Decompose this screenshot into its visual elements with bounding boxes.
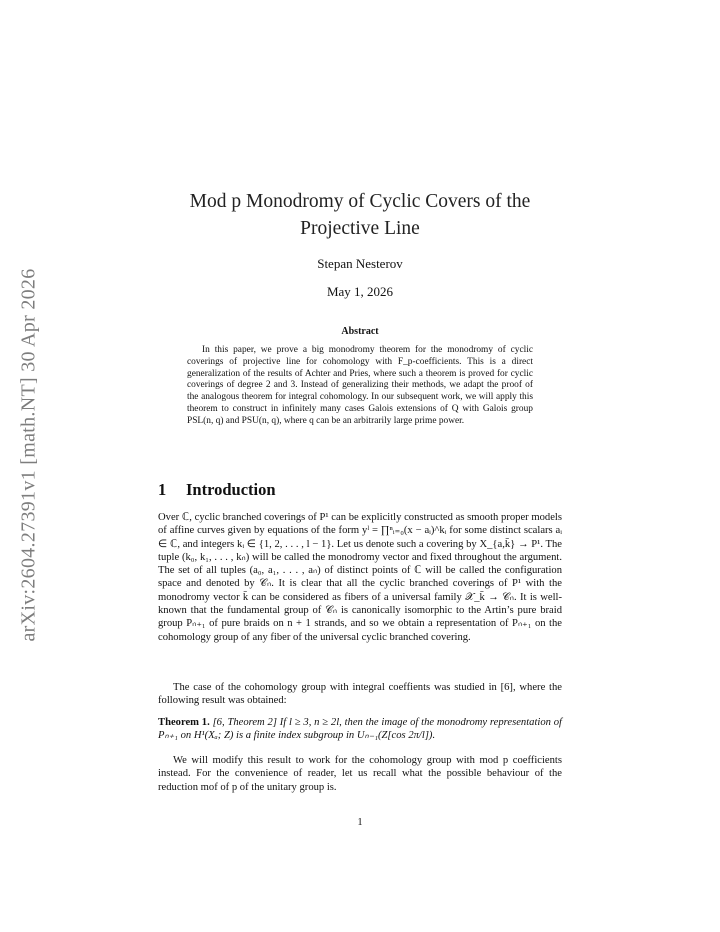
page-number: 1 — [357, 817, 363, 828]
paper-date: May 1, 2026 — [326, 284, 394, 299]
intro-paragraph-2: The case of the cohomology group with integral coeffients was studied in [6], where the following result was obtained: — [158, 682, 562, 707]
abstract-body: In this paper, we prove a big monodromy theorem for the monodromy of cyclic coverings of projective line for cohomology with F_p-coefficients. This is a direct generalization of the results of Achter and Pries, where such a theorem is proved for cyclic coverings of degree 2 and 3. Instead of generalizing their methods, we adapt the proof of the analogous theorem for integral cohomology. In our subsequent work, we will apply this theorem to construct in infinitely many cases Galois extensions of Q with Galois group PSL(n, q) and PSU(n, q), where q can be an arbitrarily large prime power. — [187, 345, 533, 426]
abstract-heading: Abstract — [341, 326, 379, 337]
arxiv-identifier-stamp — [14, 245, 44, 665]
arxiv-identifier-text: arXiv:2604.27391v1 [math.NT] 30 Apr 2026 — [17, 268, 40, 642]
paper-title: Mod p Monodromy of Cyclic Covers of the Projective Line — [189, 191, 531, 239]
section-number: 1 — [158, 480, 167, 499]
section-heading — [158, 480, 276, 500]
theorem-label: Theorem 1. — [158, 717, 210, 728]
section-title: Introduction — [186, 480, 276, 499]
author-name: Stepan Nesterov — [317, 256, 403, 271]
theorem-statement: [6, Theorem 2] If l ≥ 3, n ≥ 2l, then the image of the monodromy representation of Pₙ₊₁ on H¹(Xₐ; Z) is a finite index subgroup in Uₙ₋₁(Z[cos 2π/l]). — [158, 717, 562, 742]
intro-paragraph-1: Over ℂ, cyclic branched coverings of P¹ can be explicitly constructed as smooth proper models of affine curves given by equations of the form yˡ = ∏ⁿᵢ₌₀(x − aᵢ)^kᵢ for some distinct scalars aᵢ ∈ ℂ, and integers kᵢ ∈ {1, 2, . . . , l − 1}. Let us denote such a covering by X_{a,k̄} → P¹. The tuple (k₀, k₁, . . . , kₙ) will be called the monodromy vector and fixed throughout the argument. The set of all tuples (a₀, a₁, . . . , aₙ) of distinct points of ℂ will be called the configuration space and denoted by 𝒞ₙ. It is clear that all the cyclic branched coverings of P¹ with the monodromy vector k̄ can be considered as fibers of a universal family 𝒳_k̄ → 𝒞ₙ. It is well-known that the fundamental group of 𝒞ₙ is canonically isomorphic to the Artin’s pure braid group Pₙ₊₁ of pure braids on n + 1 strands, and so we obtain a representation of Pₙ₊₁ on the cohomology group of any fiber of the universal cyclic branched covering. — [158, 512, 562, 643]
theorem-block — [158, 716, 562, 743]
intro-paragraph-3: We will modify this result to work for the cohomology group with mod p coefficients instead. For the convenience of reader, let us recall what the possible behaviour of the reduction mof of p of the unitary group is. — [158, 755, 562, 793]
